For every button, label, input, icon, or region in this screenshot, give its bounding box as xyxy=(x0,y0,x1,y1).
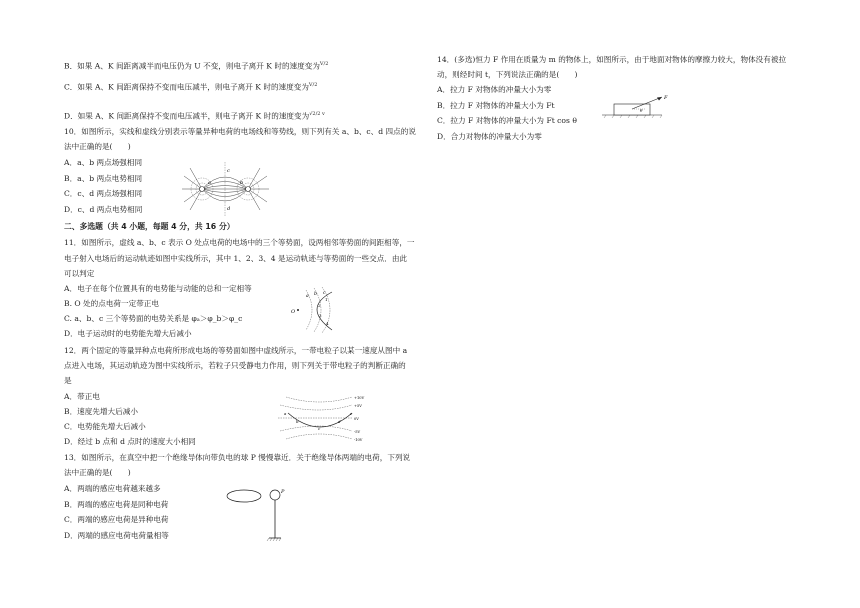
q9d-fraction: √2/2 v xyxy=(309,111,325,117)
q11-stem-line2: 电子射入电场后的运动轨迹如图中实线所示，其中 1、2、3、4 是运动轨迹与等势面的一些交点．由此 xyxy=(64,254,408,263)
q10-label-c: c xyxy=(227,168,230,174)
q10-stem-line2: 法中正确的是( ) xyxy=(64,142,131,151)
q11-option-c: C. a、b、c 三个等势面的电势关系是 φₐ＞φ_b＞φ_c xyxy=(64,314,243,323)
q12-label-c: c xyxy=(318,426,321,431)
q14-stem-line1: 14．(多选)恒力 F 作用在质量为 m 的物体上，如图所示，由于地面对物体的摩擦力较大，物体没有被拉 xyxy=(437,55,787,64)
q14-option-b: B．拉力 F 对物体的冲量大小为 Ft xyxy=(437,101,555,110)
q9b-fraction: V/2 xyxy=(319,61,329,67)
q11-stem-line1: 11．如图所示，虚线 a、b、c 表示 O 处点电荷的电场中的三个等势面，设两相邻等势面的间距相等，一 xyxy=(64,238,415,247)
q11-label-1: 1 xyxy=(325,297,328,302)
q9c-fraction: V/2 xyxy=(308,82,318,88)
q14-option-a: A．拉力 F 对物体的冲量大小为零 xyxy=(437,85,552,94)
q12-equipotential-figure xyxy=(272,393,370,443)
q13-option-a: A．两端的感应电荷越来越多 xyxy=(64,484,161,493)
q13-stem-line2: 法中正确的是( ) xyxy=(64,468,131,477)
q12-option-b: B．速度先增大后减小 xyxy=(64,407,138,416)
q14-option-c: C．拉力 F 对物体的冲量大小为 Ft cos θ xyxy=(437,116,577,125)
q14-stem-line2: 动，则经时间 t，下列说法正确的是( ) xyxy=(437,70,578,79)
q12-option-c: C．电势能先增大后减小 xyxy=(64,422,146,431)
q9-option-d: D．如果 A、K 间距离保持不变而电压减半，则电子离开 K 时的速度变为$^{√2/2 v}$ xyxy=(64,111,325,121)
q12-stem-line3: 是 xyxy=(64,376,72,385)
q12-label-a: a xyxy=(284,411,287,416)
q11-label-o: O xyxy=(291,309,296,315)
q12-option-a: A．带正电 xyxy=(64,392,100,401)
q10-label-a: a xyxy=(208,180,211,186)
q12-label-m10: -10V xyxy=(354,438,363,442)
q12-label-e: e xyxy=(350,411,353,416)
section-heading-multiple-choice: 二、多选题（共 4 小题，每题 4 分，共 16 分） xyxy=(64,222,235,231)
q10-option-c: C．c、d 两点场强相同 xyxy=(64,189,143,198)
q11-stem-line3: 可以判定 xyxy=(64,269,95,278)
q14-force-figure xyxy=(602,93,674,121)
q14-label-f: F xyxy=(664,95,668,101)
q11-label-4: 4 xyxy=(326,321,329,326)
q11-label-2: 2 xyxy=(318,303,321,308)
q11-label-a: a xyxy=(306,294,309,299)
q10-option-a: A．a、b 两点场强相同 xyxy=(64,158,143,167)
q11-label-c: c xyxy=(323,291,326,296)
q12-label-p10: +10V xyxy=(354,396,365,400)
q12-label-m5: -5V xyxy=(354,430,361,434)
q13-option-d: D．两端的感应电荷电荷量相等 xyxy=(64,531,169,540)
q13-label-p: P xyxy=(281,489,285,495)
q11-option-a: A．电子在每个位置具有的电势能与动能的总和一定相等 xyxy=(64,284,252,293)
q12-option-d: D．经过 b 点和 d 点时的速度大小相同 xyxy=(64,437,196,446)
q13-option-c: C．两端的感应电荷是异种电荷 xyxy=(64,515,169,524)
q9-option-c: C．如果 A、K 间距离保持不变而电压减半，则电子离开 K 时的速度变为$^{V/2}$ xyxy=(64,82,318,92)
q12-label-p5: +5V xyxy=(354,404,362,408)
q10-option-d: D．c、d 两点电势相同 xyxy=(64,205,143,214)
q10-dipole-figure xyxy=(178,160,273,218)
q14-option-d: D．合力对物体的冲量大小为零 xyxy=(437,132,542,141)
q14-label-theta: θ xyxy=(640,108,643,113)
q10-option-b: B．a、b 两点电势相同 xyxy=(64,174,143,183)
q12-stem-line1: 12．两个固定的等量异种点电荷所形成电场的等势面如图中虚线所示，一带电粒子以某一速度从图中 a xyxy=(64,346,408,355)
q10-label-b: b xyxy=(240,180,244,186)
q10-label-d: d xyxy=(227,206,231,212)
q10-stem-line1: 10．如图所示，实线和虚线分别表示等量异种电荷的电场线和等势线，则下列有关 a、b、c、d 四点的说 xyxy=(64,127,416,136)
q9-option-b: B．如果 A、K 间距离减半而电压仍为 U 不变，则电子离开 K 时的速度变为$^{V/2}$ xyxy=(64,61,329,71)
q12-stem-line2: 点进入电场，其运动轨迹为图中实线所示，若粒子只受静电力作用，则下列关于带电粒子的判断正确的 xyxy=(64,361,406,370)
q13-stem-line1: 13．如图所示，在真空中把一个绝缘导体向带负电的球 P 慢慢靠近．关于绝缘导体两端的电荷，下列说 xyxy=(64,453,411,462)
q12-label-d: d xyxy=(338,419,341,424)
q11-label-b: b xyxy=(314,292,317,297)
q12-label-0: 0V xyxy=(354,417,359,421)
q11-option-b: B. O 处的点电荷一定带正电 xyxy=(64,299,159,308)
q11-option-d: D．电子运动时的电势能先增大后减小 xyxy=(64,329,192,338)
q13-option-b: B．两端的感应电荷是同种电荷 xyxy=(64,500,169,509)
q11-label-3: 3 xyxy=(319,313,322,318)
q11-equipotential-figure xyxy=(288,286,348,334)
q13-conductor-figure xyxy=(225,483,295,545)
q12-label-b: b xyxy=(296,419,299,424)
